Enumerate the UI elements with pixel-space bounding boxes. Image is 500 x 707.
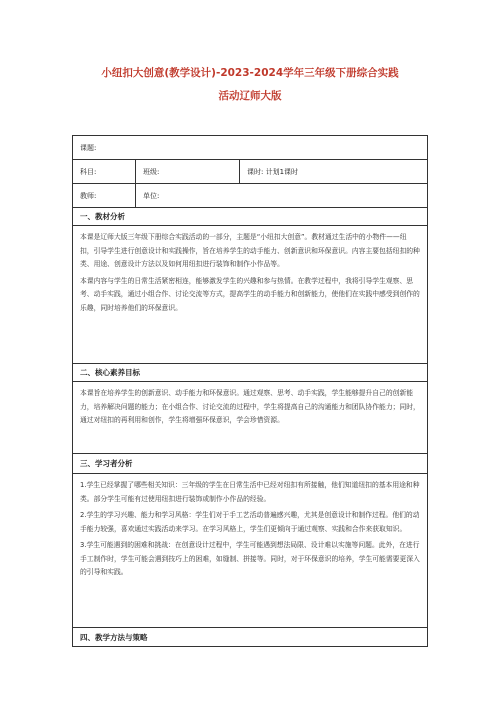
- grade-label: 班级:: [135, 160, 239, 183]
- section-2-body-row: [73, 382, 427, 454]
- section-3-paragraph-1: 1.学生已经掌握了哪些相关知识：三年级的学生在日常生活中已经对纽扣有所接触，他们知道纽扣的基本用途和种类。部分学生可能有过使用纽扣进行装饰或制作小作品的经验。: [80, 481, 420, 503]
- title-line-1: 小纽扣大创意(教学设计)-2023-2024学年三年级下册综合实践: [101, 67, 399, 79]
- section-3-body-row: [73, 474, 427, 628]
- document-title: [60, 62, 440, 108]
- section-1-paragraph-2: 本课内容与学生的日常生活紧密相连，能够激发学生的兴趣和参与热情。在教学过程中，我将引导学生观察、思考、动手实践，通过小组合作、讨论交流等方式，提高学生的动手能力和创新能力，使他们在实践中感受到创作的乐趣，同时培养他们的环保意识。: [80, 276, 420, 312]
- section-2-title: 二、核心素养目标: [80, 368, 140, 377]
- lesson-plan-table: [72, 135, 428, 647]
- hours-label: 课时: 计划1课时: [239, 160, 427, 183]
- title-line-2: 活动辽师大版: [218, 90, 282, 102]
- section-2-paragraph-1: 本课旨在培养学生的创新意识、动手能力和环保意识。通过观察、思考、动手实践，学生能够提升自己的创新能力，培养解决问题的能力；在小组合作、讨论交流的过程中，学生将提高自己的沟通能力和团队协作能力；同时，通过对纽扣的再利用和创作，学生将增强环保意识，学会珍惜资源。: [80, 389, 420, 424]
- teacher-row: [73, 184, 427, 208]
- topic-row: [73, 136, 427, 160]
- section-3-paragraph-3: 3.学生可能遇到的困难和挑战：在创意设计过程中，学生可能遇到想法局限、设计难以实施等问题。此外，在进行手工制作时，学生可能会遇到技巧上的困难，如缝制、拼接等。同时，对于环保意识的培养，学生可能需要更深入的引导和实践。: [80, 541, 420, 576]
- section-1-title: 一、教材分析: [80, 212, 125, 221]
- section-2-header: [73, 364, 427, 382]
- section-3-title: 三、学习者分析: [80, 459, 133, 468]
- topic-label: 课题:: [80, 143, 97, 152]
- section-4-header: [73, 628, 427, 646]
- section-1-header: [73, 208, 427, 226]
- subject-label: 科目:: [80, 167, 97, 176]
- unit-label: 单位:: [135, 184, 427, 207]
- section-1-paragraph-1: 本课是辽师大版三年级下册综合实践活动的一部分，主题是“小纽扣大创意”。教材通过生活中的小物件——纽扣，引导学生进行创意设计和实践操作，旨在培养学生的动手能力、创新意识和环保意识。内容主要包括纽扣的种类、用途、创意设计方法以及如何用纽扣进行装饰和制作小作品等。: [80, 233, 420, 268]
- info-row: [73, 160, 427, 184]
- section-3-paragraph-2: 2.学生的学习兴趣、能力和学习风格：学生们对于手工艺活动普遍感兴趣，尤其是创意设计和制作过程。他们的动手能力较强，喜欢通过实践活动来学习。在学习风格上，学生们更倾向于通过观察、实践和合作来获取知识。: [80, 511, 420, 533]
- section-1-body-row: [73, 226, 427, 364]
- section-2-body: [73, 382, 427, 453]
- section-3-header: [73, 454, 427, 474]
- section-3-body: [73, 474, 427, 627]
- section-1-body: [73, 226, 427, 363]
- section-4-title: 四、教学方法与策略: [80, 632, 148, 642]
- teacher-label: 教师:: [80, 191, 97, 200]
